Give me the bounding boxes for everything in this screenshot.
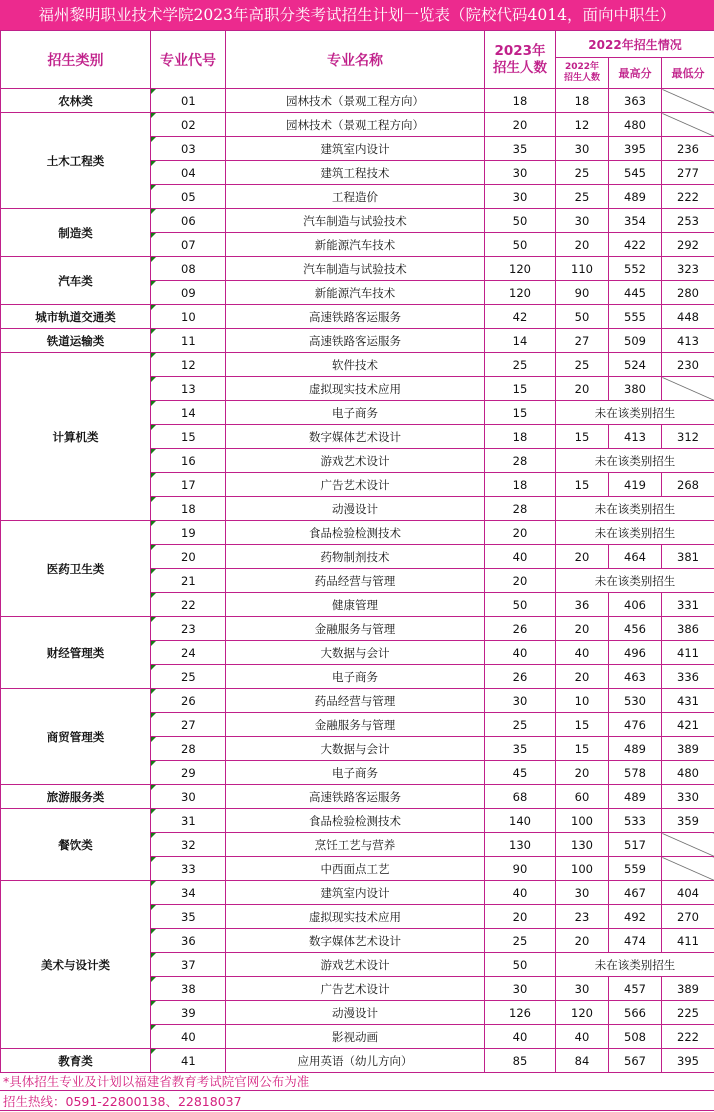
plan-2023-cell: 130 — [485, 833, 556, 857]
max-score-cell: 413 — [609, 425, 662, 449]
major-code-cell: 13 — [151, 377, 226, 401]
major-code-cell: 34 — [151, 881, 226, 905]
table-row — [1, 257, 714, 281]
table-row — [1, 1049, 714, 1073]
table-row — [1, 329, 714, 353]
min-score-empty-cell — [662, 857, 714, 881]
min-score-cell: 330 — [662, 785, 714, 809]
major-code-cell: 32 — [151, 833, 226, 857]
category-cell: 教育类 — [1, 1049, 151, 1073]
major-name-cell: 建筑室内设计 — [226, 881, 485, 905]
enrolled-2022-cell: 40 — [556, 1025, 609, 1049]
min-score-cell: 222 — [662, 185, 714, 209]
min-score-cell: 270 — [662, 905, 714, 929]
plan-2023-cell: 40 — [485, 881, 556, 905]
major-name-cell: 广告艺术设计 — [226, 977, 485, 1001]
major-name-cell: 金融服务与管理 — [226, 617, 485, 641]
category-cell: 财经管理类 — [1, 617, 151, 689]
not-enrolled-note: 未在该类别招生 — [556, 953, 714, 977]
not-enrolled-note: 未在该类别招生 — [556, 401, 714, 425]
plan-2023-cell: 18 — [485, 425, 556, 449]
max-score-cell: 489 — [609, 785, 662, 809]
major-code-cell: 35 — [151, 905, 226, 929]
major-name-cell: 大数据与会计 — [226, 641, 485, 665]
major-name-cell: 金融服务与管理 — [226, 713, 485, 737]
major-name-cell: 动漫设计 — [226, 1001, 485, 1025]
plan-2023-cell: 120 — [485, 257, 556, 281]
category-cell: 计算机类 — [1, 353, 151, 521]
plan-2023-cell: 15 — [485, 401, 556, 425]
min-score-cell: 336 — [662, 665, 714, 689]
plan-2023-cell: 40 — [485, 1025, 556, 1049]
min-score-cell: 395 — [662, 1049, 714, 1073]
major-code-cell: 12 — [151, 353, 226, 377]
min-score-cell: 448 — [662, 305, 714, 329]
enrolled-2022-cell: 130 — [556, 833, 609, 857]
plan-2023-cell: 50 — [485, 209, 556, 233]
major-name-cell: 高速铁路客运服务 — [226, 305, 485, 329]
enrolled-2022-cell: 18 — [556, 89, 609, 113]
major-code-cell: 08 — [151, 257, 226, 281]
table-row — [1, 209, 714, 233]
category-cell: 土木工程类 — [1, 113, 151, 209]
enrolled-2022-cell: 60 — [556, 785, 609, 809]
major-name-cell: 应用英语（幼儿方向） — [226, 1049, 485, 1073]
min-score-cell: 431 — [662, 689, 714, 713]
major-code-cell: 04 — [151, 161, 226, 185]
table-row — [1, 89, 714, 113]
max-score-cell: 559 — [609, 857, 662, 881]
header-min-score: 最低分 — [662, 58, 714, 89]
min-score-empty-cell — [662, 377, 714, 401]
category-cell: 旅游服务类 — [1, 785, 151, 809]
major-name-cell: 高速铁路客运服务 — [226, 329, 485, 353]
max-score-cell: 474 — [609, 929, 662, 953]
plan-2023-cell: 18 — [485, 473, 556, 497]
category-cell: 美术与设计类 — [1, 881, 151, 1049]
major-code-cell: 40 — [151, 1025, 226, 1049]
plan-2023-cell: 140 — [485, 809, 556, 833]
plan-2023-cell: 26 — [485, 665, 556, 689]
enrolled-2022-cell: 30 — [556, 881, 609, 905]
table-row — [1, 353, 714, 377]
footnote: *具体招生专业及计划以福建省教育考试院官网公布为准 — [0, 1072, 714, 1091]
major-name-cell: 新能源汽车技术 — [226, 233, 485, 257]
major-name-cell: 食品检验检测技术 — [226, 809, 485, 833]
header-category: 招生类别 — [1, 31, 151, 89]
enrolled-2022-cell: 50 — [556, 305, 609, 329]
major-code-cell: 17 — [151, 473, 226, 497]
enrolled-2022-cell: 15 — [556, 737, 609, 761]
min-score-cell: 323 — [662, 257, 714, 281]
enrolled-2022-cell: 12 — [556, 113, 609, 137]
max-score-cell: 492 — [609, 905, 662, 929]
plan-2023-cell: 50 — [485, 593, 556, 617]
max-score-cell: 457 — [609, 977, 662, 1001]
category-cell: 医药卫生类 — [1, 521, 151, 617]
not-enrolled-note: 未在该类别招生 — [556, 521, 714, 545]
major-code-cell: 29 — [151, 761, 226, 785]
plan-2023-cell: 30 — [485, 185, 556, 209]
major-name-cell: 电子商务 — [226, 665, 485, 689]
enrolled-2022-cell: 25 — [556, 161, 609, 185]
major-name-cell: 园林技术（景观工程方向） — [226, 89, 485, 113]
major-code-cell: 19 — [151, 521, 226, 545]
plan-2023-cell: 20 — [485, 521, 556, 545]
major-name-cell: 数字媒体艺术设计 — [226, 425, 485, 449]
plan-2023-cell: 40 — [485, 641, 556, 665]
major-name-cell: 虚拟现实技术应用 — [226, 905, 485, 929]
not-enrolled-note: 未在该类别招生 — [556, 449, 714, 473]
major-code-cell: 21 — [151, 569, 226, 593]
min-score-cell: 225 — [662, 1001, 714, 1025]
major-name-cell: 药物制剂技术 — [226, 545, 485, 569]
enrolled-2022-cell: 20 — [556, 377, 609, 401]
min-score-cell: 389 — [662, 737, 714, 761]
header-2022-group: 2022年招生情况 — [556, 31, 714, 58]
min-score-empty-cell — [662, 113, 714, 137]
max-score-cell: 517 — [609, 833, 662, 857]
enrolled-2022-cell: 20 — [556, 929, 609, 953]
major-name-cell: 大数据与会计 — [226, 737, 485, 761]
category-cell: 铁道运输类 — [1, 329, 151, 353]
min-score-empty-cell — [662, 89, 714, 113]
max-score-cell: 354 — [609, 209, 662, 233]
max-score-cell: 445 — [609, 281, 662, 305]
plan-2023-cell: 35 — [485, 137, 556, 161]
major-name-cell: 游戏艺术设计 — [226, 449, 485, 473]
max-score-cell: 533 — [609, 809, 662, 833]
plan-2023-cell: 18 — [485, 89, 556, 113]
min-score-cell: 292 — [662, 233, 714, 257]
max-score-cell: 524 — [609, 353, 662, 377]
header-enrolled-2022-line2: 招生人数 — [563, 73, 600, 83]
major-name-cell: 汽车制造与试验技术 — [226, 209, 485, 233]
major-name-cell: 广告艺术设计 — [226, 473, 485, 497]
major-code-cell: 37 — [151, 953, 226, 977]
max-score-cell: 463 — [609, 665, 662, 689]
major-name-cell: 高速铁路客运服务 — [226, 785, 485, 809]
table-row — [1, 521, 714, 545]
max-score-cell: 489 — [609, 185, 662, 209]
header-plan-2023-line2: 招生人数 — [493, 59, 547, 76]
major-code-cell: 23 — [151, 617, 226, 641]
max-score-cell: 476 — [609, 713, 662, 737]
major-code-cell: 03 — [151, 137, 226, 161]
major-name-cell: 健康管理 — [226, 593, 485, 617]
enrolled-2022-cell: 15 — [556, 425, 609, 449]
enrolled-2022-cell: 20 — [556, 761, 609, 785]
header-code: 专业代号 — [151, 31, 226, 89]
enrolled-2022-cell: 110 — [556, 257, 609, 281]
min-score-cell: 222 — [662, 1025, 714, 1049]
category-cell: 餐饮类 — [1, 809, 151, 881]
header-major: 专业名称 — [226, 31, 485, 89]
max-score-cell: 406 — [609, 593, 662, 617]
table-body — [1, 89, 714, 1073]
min-score-cell: 280 — [662, 281, 714, 305]
max-score-cell: 530 — [609, 689, 662, 713]
major-code-cell: 14 — [151, 401, 226, 425]
min-score-cell: 411 — [662, 641, 714, 665]
max-score-cell: 480 — [609, 113, 662, 137]
min-score-cell: 413 — [662, 329, 714, 353]
major-name-cell: 中西面点工艺 — [226, 857, 485, 881]
table-row — [1, 689, 714, 713]
plan-2023-cell: 28 — [485, 497, 556, 521]
min-score-cell: 359 — [662, 809, 714, 833]
major-code-cell: 18 — [151, 497, 226, 521]
min-score-cell: 480 — [662, 761, 714, 785]
major-code-cell: 09 — [151, 281, 226, 305]
major-code-cell: 30 — [151, 785, 226, 809]
major-name-cell: 软件技术 — [226, 353, 485, 377]
major-code-cell: 33 — [151, 857, 226, 881]
plan-2023-cell: 126 — [485, 1001, 556, 1025]
major-code-cell: 31 — [151, 809, 226, 833]
min-score-cell: 312 — [662, 425, 714, 449]
major-code-cell: 15 — [151, 425, 226, 449]
major-code-cell: 20 — [151, 545, 226, 569]
enrolled-2022-cell: 90 — [556, 281, 609, 305]
max-score-cell: 363 — [609, 89, 662, 113]
max-score-cell: 567 — [609, 1049, 662, 1073]
header-plan-2023 — [485, 31, 556, 89]
major-code-cell: 05 — [151, 185, 226, 209]
plan-2023-cell: 50 — [485, 233, 556, 257]
major-name-cell: 电子商务 — [226, 401, 485, 425]
enrolled-2022-cell: 15 — [556, 473, 609, 497]
enrolled-2022-cell: 100 — [556, 857, 609, 881]
major-name-cell: 药品经营与管理 — [226, 569, 485, 593]
major-name-cell: 药品经营与管理 — [226, 689, 485, 713]
max-score-cell: 545 — [609, 161, 662, 185]
major-name-cell: 建筑工程技术 — [226, 161, 485, 185]
major-code-cell: 28 — [151, 737, 226, 761]
header-plan-2023-line1: 2023年 — [494, 42, 546, 59]
plan-2023-cell: 25 — [485, 929, 556, 953]
enrolled-2022-cell: 30 — [556, 977, 609, 1001]
major-code-cell: 41 — [151, 1049, 226, 1073]
table-row — [1, 881, 714, 905]
max-score-cell: 509 — [609, 329, 662, 353]
major-code-cell: 39 — [151, 1001, 226, 1025]
enrolled-2022-cell: 120 — [556, 1001, 609, 1025]
header-enrolled-2022 — [556, 58, 609, 89]
major-code-cell: 38 — [151, 977, 226, 1001]
plan-2023-cell: 25 — [485, 713, 556, 737]
major-code-cell: 07 — [151, 233, 226, 257]
max-score-cell: 422 — [609, 233, 662, 257]
max-score-cell: 419 — [609, 473, 662, 497]
plan-2023-cell: 20 — [485, 569, 556, 593]
min-score-empty-cell — [662, 833, 714, 857]
max-score-cell: 464 — [609, 545, 662, 569]
enrolled-2022-cell: 25 — [556, 185, 609, 209]
not-enrolled-note: 未在该类别招生 — [556, 497, 714, 521]
enrolled-2022-cell: 20 — [556, 665, 609, 689]
min-score-cell: 386 — [662, 617, 714, 641]
max-score-cell: 395 — [609, 137, 662, 161]
major-name-cell: 虚拟现实技术应用 — [226, 377, 485, 401]
enrolled-2022-cell: 84 — [556, 1049, 609, 1073]
not-enrolled-note: 未在该类别招生 — [556, 569, 714, 593]
major-code-cell: 22 — [151, 593, 226, 617]
major-name-cell: 数字媒体艺术设计 — [226, 929, 485, 953]
header-row-1 — [1, 31, 714, 58]
major-name-cell: 游戏艺术设计 — [226, 953, 485, 977]
min-score-cell: 236 — [662, 137, 714, 161]
max-score-cell: 555 — [609, 305, 662, 329]
max-score-cell: 508 — [609, 1025, 662, 1049]
major-code-cell: 16 — [151, 449, 226, 473]
major-code-cell: 36 — [151, 929, 226, 953]
max-score-cell: 467 — [609, 881, 662, 905]
category-cell: 城市轨道交通类 — [1, 305, 151, 329]
table-row — [1, 617, 714, 641]
min-score-cell: 389 — [662, 977, 714, 1001]
enrolled-2022-cell: 40 — [556, 641, 609, 665]
major-name-cell: 园林技术（景观工程方向） — [226, 113, 485, 137]
plan-2023-cell: 50 — [485, 953, 556, 977]
plan-2023-cell: 120 — [485, 281, 556, 305]
max-score-cell: 380 — [609, 377, 662, 401]
enrolled-2022-cell: 100 — [556, 809, 609, 833]
enrolled-2022-cell: 30 — [556, 137, 609, 161]
major-name-cell: 动漫设计 — [226, 497, 485, 521]
table-row — [1, 785, 714, 809]
category-cell: 制造类 — [1, 209, 151, 257]
enrolled-2022-cell: 27 — [556, 329, 609, 353]
min-score-cell: 331 — [662, 593, 714, 617]
plan-2023-cell: 20 — [485, 113, 556, 137]
major-code-cell: 02 — [151, 113, 226, 137]
max-score-cell: 578 — [609, 761, 662, 785]
enrolled-2022-cell: 20 — [556, 545, 609, 569]
major-code-cell: 26 — [151, 689, 226, 713]
header-max-score: 最高分 — [609, 58, 662, 89]
enrolled-2022-cell: 20 — [556, 617, 609, 641]
enrolled-2022-cell: 23 — [556, 905, 609, 929]
enrolled-2022-cell: 25 — [556, 353, 609, 377]
plan-2023-cell: 30 — [485, 689, 556, 713]
category-cell: 商贸管理类 — [1, 689, 151, 785]
plan-2023-cell: 20 — [485, 905, 556, 929]
admission-plan-table — [0, 30, 714, 1073]
plan-2023-cell: 26 — [485, 617, 556, 641]
max-score-cell: 496 — [609, 641, 662, 665]
max-score-cell: 552 — [609, 257, 662, 281]
plan-2023-cell: 85 — [485, 1049, 556, 1073]
enrolled-2022-cell: 20 — [556, 233, 609, 257]
header-enrolled-2022-line1: 2022年 — [564, 62, 600, 72]
major-code-cell: 10 — [151, 305, 226, 329]
enrolled-2022-cell: 30 — [556, 209, 609, 233]
major-name-cell: 汽车制造与试验技术 — [226, 257, 485, 281]
plan-2023-cell: 35 — [485, 737, 556, 761]
max-score-cell: 489 — [609, 737, 662, 761]
min-score-cell: 421 — [662, 713, 714, 737]
category-cell: 汽车类 — [1, 257, 151, 305]
table-row — [1, 809, 714, 833]
enrolled-2022-cell: 15 — [556, 713, 609, 737]
plan-2023-cell: 90 — [485, 857, 556, 881]
enrolled-2022-cell: 36 — [556, 593, 609, 617]
plan-2023-cell: 30 — [485, 161, 556, 185]
max-score-cell: 456 — [609, 617, 662, 641]
plan-2023-cell: 14 — [485, 329, 556, 353]
major-code-cell: 24 — [151, 641, 226, 665]
major-code-cell: 27 — [151, 713, 226, 737]
page-title: 福州黎明职业技术学院2023年高职分类考试招生计划一览表（院校代码4014，面向中职生） — [0, 0, 714, 30]
plan-2023-cell: 45 — [485, 761, 556, 785]
plan-2023-cell: 28 — [485, 449, 556, 473]
plan-2023-cell: 42 — [485, 305, 556, 329]
major-name-cell: 电子商务 — [226, 761, 485, 785]
min-score-cell: 253 — [662, 209, 714, 233]
major-name-cell: 影视动画 — [226, 1025, 485, 1049]
plan-2023-cell: 30 — [485, 977, 556, 1001]
major-code-cell: 11 — [151, 329, 226, 353]
major-name-cell: 烹饪工艺与营养 — [226, 833, 485, 857]
plan-2023-cell: 25 — [485, 353, 556, 377]
major-name-cell: 新能源汽车技术 — [226, 281, 485, 305]
major-name-cell: 工程造价 — [226, 185, 485, 209]
major-code-cell: 25 — [151, 665, 226, 689]
major-name-cell: 食品检验检测技术 — [226, 521, 485, 545]
min-score-cell: 404 — [662, 881, 714, 905]
major-code-cell: 01 — [151, 89, 226, 113]
plan-2023-cell: 68 — [485, 785, 556, 809]
min-score-cell: 277 — [662, 161, 714, 185]
min-score-cell: 230 — [662, 353, 714, 377]
major-code-cell: 06 — [151, 209, 226, 233]
hotline: 招生热线：0591-22800138、22818037 — [0, 1092, 714, 1111]
min-score-cell: 268 — [662, 473, 714, 497]
category-cell: 农林类 — [1, 89, 151, 113]
min-score-cell: 411 — [662, 929, 714, 953]
plan-2023-cell: 40 — [485, 545, 556, 569]
max-score-cell: 566 — [609, 1001, 662, 1025]
min-score-cell: 381 — [662, 545, 714, 569]
major-name-cell: 建筑室内设计 — [226, 137, 485, 161]
table-row — [1, 305, 714, 329]
table-row — [1, 113, 714, 137]
enrolled-2022-cell: 10 — [556, 689, 609, 713]
plan-2023-cell: 15 — [485, 377, 556, 401]
